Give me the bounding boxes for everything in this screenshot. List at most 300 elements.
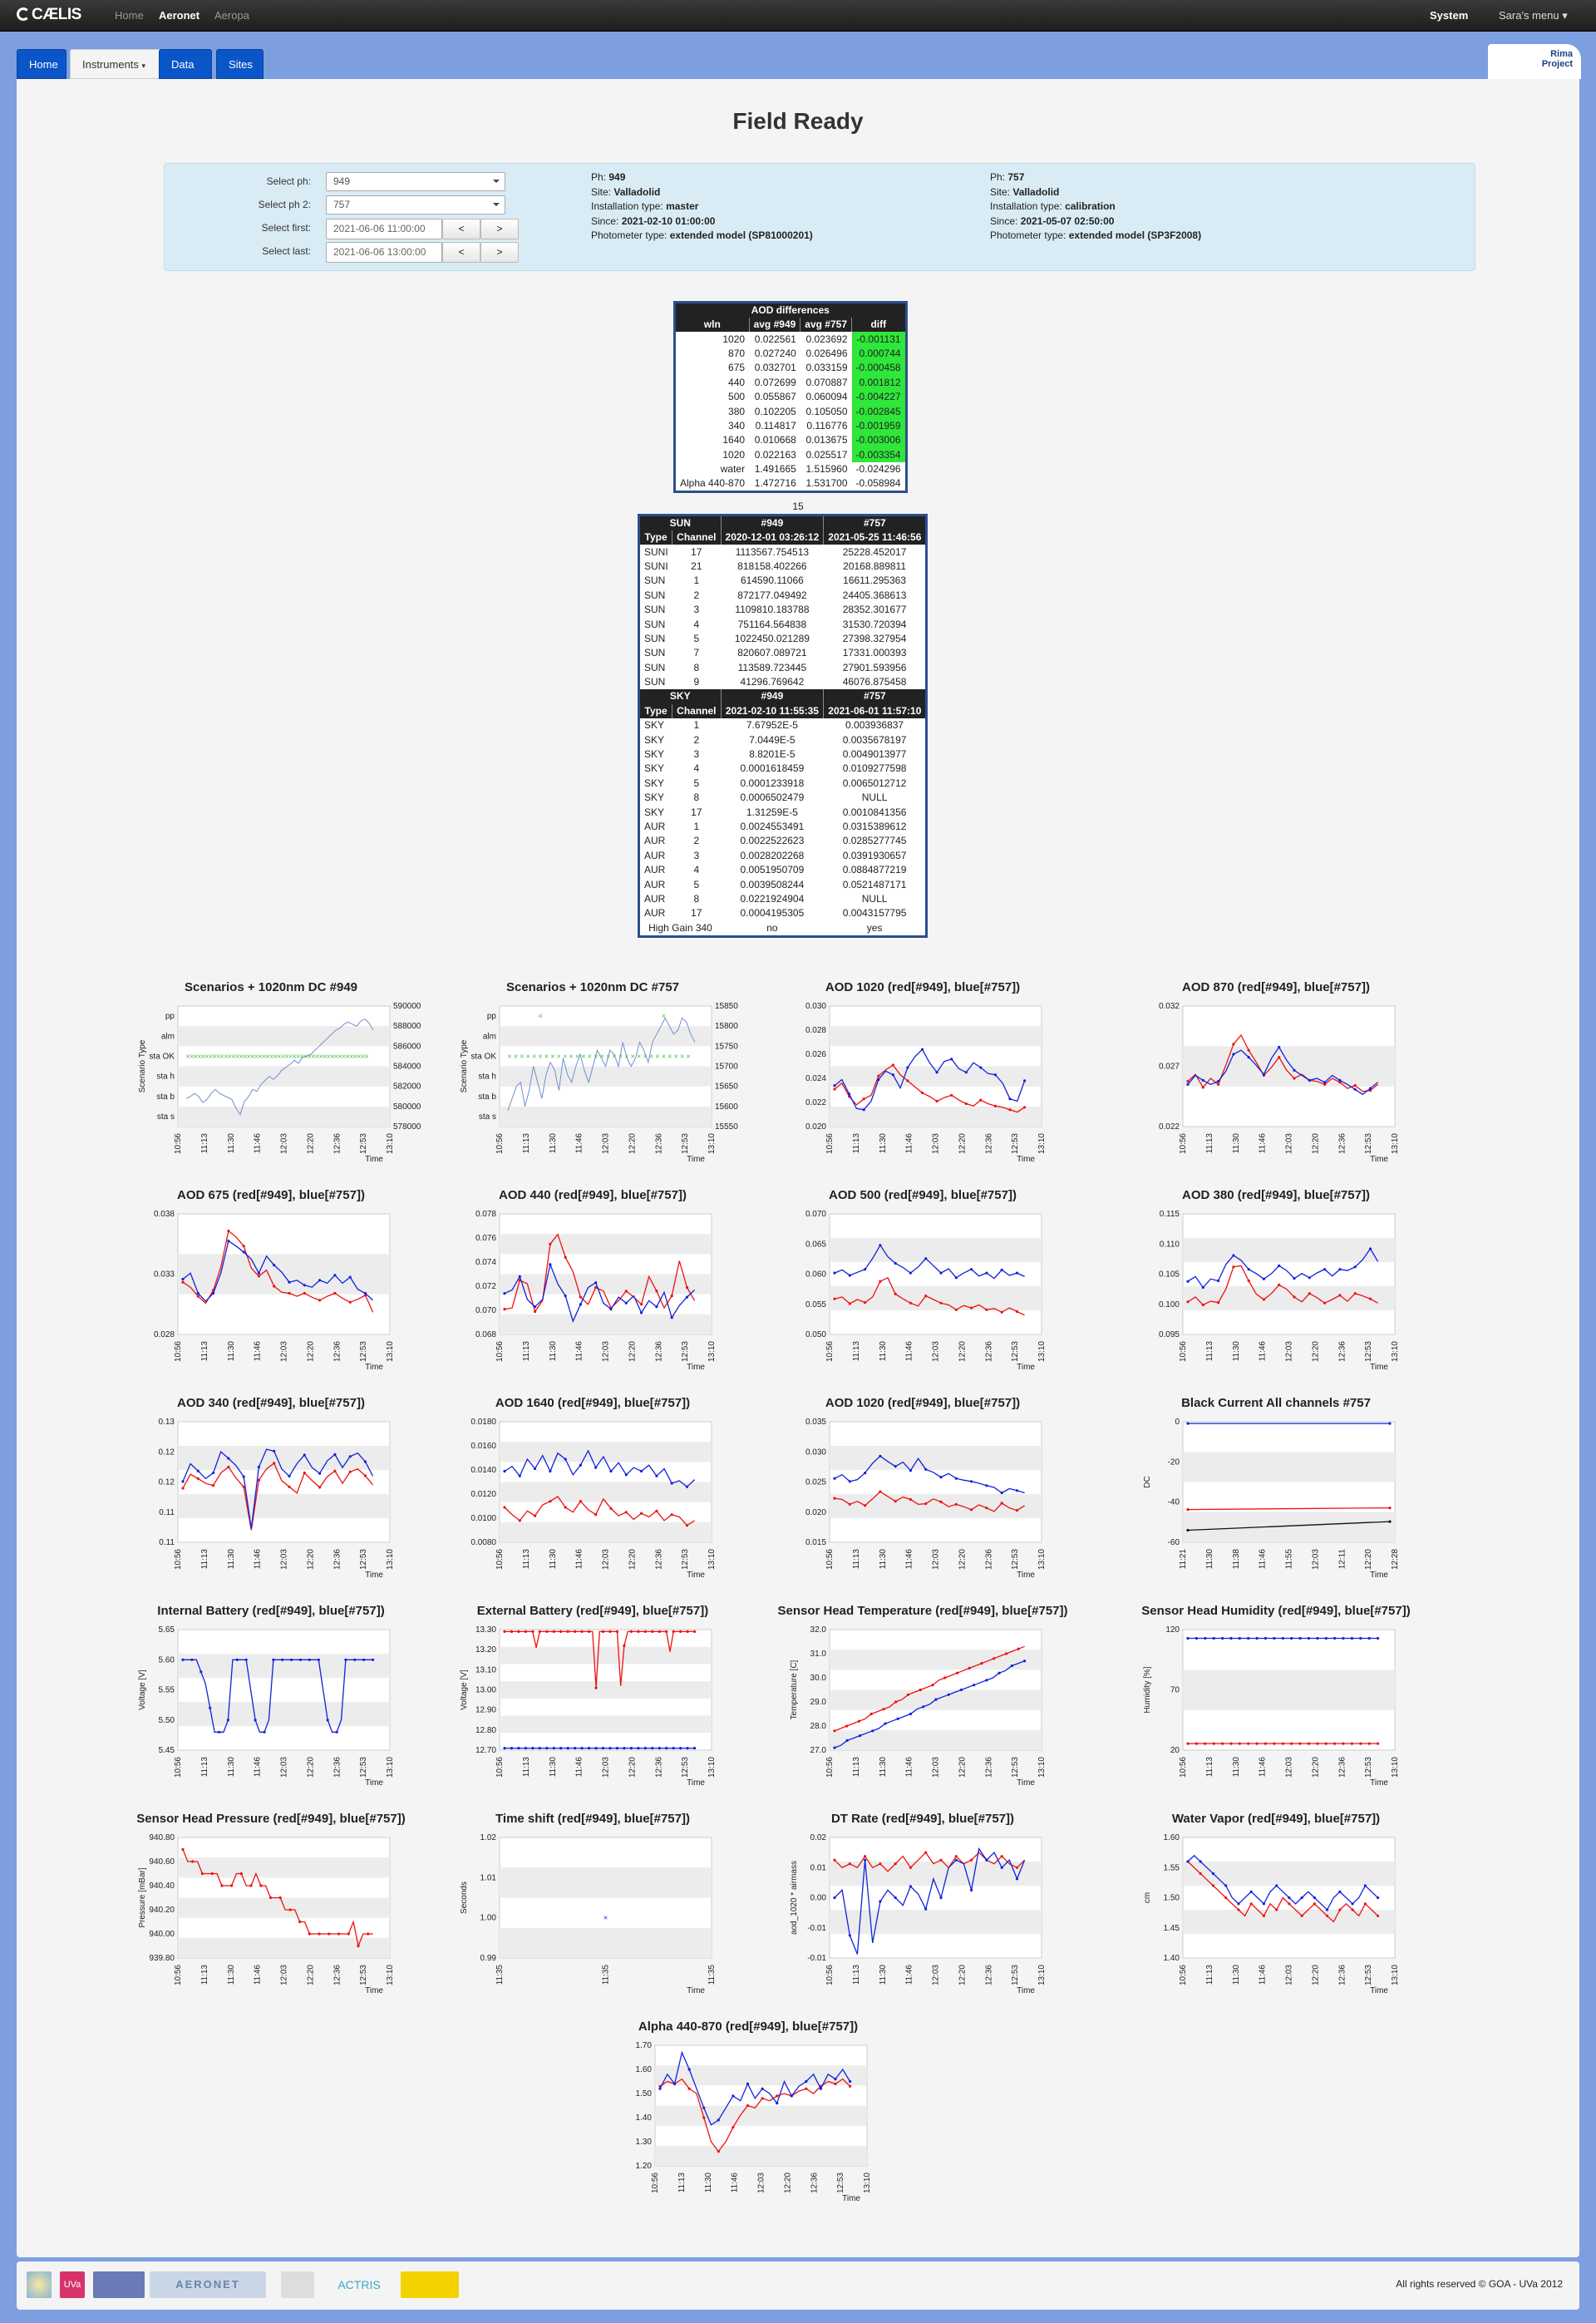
table-cell: AUR (644, 907, 666, 920)
table-cell: no (766, 921, 778, 934)
data-point (1308, 1276, 1311, 1279)
data-point (349, 1301, 352, 1304)
y-tick-label: 0.024 (805, 1074, 826, 1083)
y-category-label: sta s (478, 1112, 496, 1122)
y-tick-label: 0.110 (1159, 1240, 1180, 1250)
data-point (979, 1066, 982, 1068)
data-point (637, 1630, 639, 1633)
table-cell: 0.0043157795 (842, 907, 907, 920)
chart (636, 2020, 872, 2203)
data-point (985, 1309, 988, 1311)
data-point (845, 1724, 848, 1727)
x-tick-label: 12:03 (279, 1133, 289, 1155)
data-point (693, 1630, 696, 1633)
data-point (1273, 1743, 1275, 1745)
x-tick-label: 12:03 (279, 1965, 289, 1986)
nav-aeronet[interactable]: Aeronet (159, 9, 200, 22)
data-point (848, 1092, 850, 1095)
y-axis-label: DC (1143, 1476, 1152, 1488)
data-point (564, 1506, 567, 1508)
data-point: × (258, 1052, 263, 1061)
table-cell: 0.105050 (805, 405, 848, 417)
x-tick-label: 11:46 (904, 1549, 914, 1570)
aeronet-logo[interactable]: AERONET (150, 2271, 266, 2298)
data-point: × (311, 1052, 316, 1061)
x-tick-label: 12:03 (1284, 1965, 1294, 1986)
data-point (1232, 1254, 1234, 1256)
data-point (955, 1309, 958, 1311)
table-cell: 614590.11066 (740, 575, 804, 587)
data-point (1001, 1269, 1003, 1271)
x-tick-label: 10:56 (825, 1133, 835, 1155)
data-point (630, 1747, 633, 1749)
data-point (833, 1477, 835, 1480)
data-point: × (215, 1052, 221, 1061)
data-point (567, 1630, 569, 1633)
data-point (1308, 1292, 1311, 1295)
data-point (281, 1659, 283, 1661)
data-point (1016, 1489, 1018, 1492)
data-point: × (345, 1052, 350, 1061)
table-cell: 1 (693, 821, 700, 832)
data-point: × (532, 1052, 537, 1061)
y-tick-label: 0.12 (158, 1477, 175, 1487)
data-point (209, 1707, 211, 1709)
y-axis-label: Pressure [mBar] (138, 1867, 147, 1928)
grid-band (830, 1494, 1042, 1518)
data-point (1273, 1637, 1275, 1640)
data-point (863, 1108, 865, 1111)
x-tick-label: 11:13 (1204, 1341, 1214, 1362)
data-point: × (193, 1052, 198, 1061)
plot-area (830, 1214, 1042, 1334)
chart (460, 1604, 717, 1788)
data-point (864, 1472, 866, 1474)
tab-data[interactable]: Data (159, 49, 212, 79)
table-cell: 0.070887 (805, 376, 848, 388)
data-point: × (227, 1052, 232, 1061)
data-point: × (357, 1052, 362, 1061)
data-point (609, 1470, 612, 1472)
table-cell: AUR (644, 849, 666, 861)
goa-logo-icon[interactable] (27, 2271, 52, 2298)
y-tick-label: 20 (1170, 1746, 1180, 1755)
x-tick-label: 12:03 (1284, 1341, 1294, 1363)
data-point (602, 1630, 604, 1633)
grid-band (655, 2146, 867, 2166)
info-label: Installation type: (990, 200, 1066, 212)
data-point (579, 1464, 582, 1467)
tab-sites[interactable]: Sites (216, 49, 264, 79)
y-tick-label: 0.11 (159, 1507, 175, 1517)
y-category-label: alm (482, 1032, 496, 1042)
table-cell: 0.0221924904 (740, 892, 805, 905)
data-point (625, 1473, 628, 1476)
y-tick-label: 0.022 (1158, 1122, 1180, 1132)
table-cell: -0.024296 (852, 462, 907, 476)
y-tick-label: 0.0080 (470, 1538, 496, 1547)
table-cell: 2 (693, 733, 700, 746)
data-point (258, 1275, 260, 1277)
grid-band (655, 2106, 867, 2126)
x-tick-label: 11:21 (1179, 1549, 1188, 1570)
y-tick-label: 1.01 (480, 1873, 496, 1883)
label-first: Select first: (261, 222, 311, 234)
table-cell: 5 (693, 777, 700, 789)
x-axis-label: Time (687, 1155, 705, 1164)
info-label: Ph: (990, 171, 1008, 183)
data-point (970, 1508, 973, 1511)
data-point (574, 1747, 576, 1749)
y-tick-label: 940.00 (149, 1930, 175, 1939)
chart (138, 980, 421, 1164)
data-point: × (574, 1052, 580, 1061)
data-point (1212, 1884, 1214, 1887)
data-point (1342, 1637, 1344, 1640)
chart-title: External Battery (red[#949], blue[#757]) (476, 1604, 709, 1618)
data-point (879, 1455, 881, 1457)
partner-logo-icon[interactable] (93, 2271, 145, 2298)
data-point (623, 1645, 625, 1647)
data-point (955, 1503, 958, 1506)
table-cell: 17 (691, 907, 702, 920)
grid-band (500, 1482, 712, 1502)
data-point (1011, 1665, 1013, 1667)
y-tick-label: 29.0 (810, 1698, 826, 1707)
data-point: × (246, 1052, 251, 1061)
data-point (519, 1475, 521, 1477)
data-point (833, 1084, 835, 1087)
data-point: × (277, 1052, 282, 1061)
measurement-count: 15 (792, 501, 804, 512)
data-point: × (360, 1052, 366, 1061)
data-point (849, 1862, 851, 1865)
x-tick-label: 12:36 (1337, 1133, 1347, 1155)
data-point (517, 1747, 520, 1749)
chart (460, 1812, 717, 1995)
data-point (299, 1659, 302, 1661)
input-last[interactable]: 2021-06-06 13:00:00 (326, 242, 442, 263)
x-axis-label: Time (365, 1155, 383, 1164)
x-tick-label: 12:20 (628, 1133, 638, 1155)
y-category-label: sta b (156, 1092, 175, 1102)
x-tick-label: 12:53 (359, 1757, 369, 1778)
data-point (503, 1308, 505, 1310)
data-point (616, 1747, 618, 1749)
x-tick-label: 11:46 (1258, 1549, 1268, 1570)
select-ph[interactable]: 949 (326, 172, 505, 191)
table-cell: -0.004227 (852, 390, 907, 404)
x-tick-label: 13:10 (1037, 1133, 1047, 1155)
data-point (955, 1477, 958, 1480)
brand-name: CÆLIS (32, 6, 81, 23)
data-point (960, 1689, 963, 1691)
info-value: 757 (1007, 171, 1025, 183)
grid-band (500, 1275, 712, 1295)
x-tick-label: 13:10 (707, 1133, 717, 1155)
x-tick-label: 12:36 (654, 1133, 664, 1155)
table-cell: SKY (644, 762, 665, 775)
data-point (1016, 1310, 1018, 1313)
x-tick-label: 12:36 (984, 1549, 994, 1571)
data-point: × (624, 1052, 629, 1061)
data-point (970, 1480, 973, 1482)
table-cell: 0.114817 (755, 419, 796, 432)
data-point (288, 1908, 291, 1911)
data-point (588, 1630, 590, 1633)
data-point (644, 1747, 647, 1749)
data-point (181, 1281, 184, 1284)
data-point (849, 1934, 851, 1936)
data-point: × (538, 1052, 543, 1061)
x-tick-label: 10:56 (495, 1341, 505, 1363)
table-cell: 0.032701 (754, 362, 796, 374)
x-axis-label: Time (365, 1986, 383, 1995)
data-point (655, 1290, 658, 1292)
data-point (985, 1859, 988, 1862)
data-point (1239, 1637, 1241, 1640)
data-point (640, 1470, 643, 1472)
data-point (303, 1472, 306, 1474)
data-point (1199, 1872, 1202, 1875)
data-point (595, 1687, 598, 1689)
y-tick-label: -40 (1167, 1497, 1180, 1507)
x-tick-label: 13:10 (863, 2173, 872, 2194)
data-point (879, 1491, 881, 1493)
data-point (909, 1272, 912, 1275)
nav-system[interactable]: System (1430, 9, 1469, 22)
x-tick-label: 12:36 (332, 1549, 342, 1571)
data-point (272, 1659, 274, 1661)
data-point: × (507, 1052, 512, 1061)
y-tick-label: 0.0160 (470, 1442, 496, 1451)
data-point (1364, 1884, 1367, 1887)
uva-logo[interactable]: UVa (60, 2271, 85, 2298)
data-point (259, 1884, 262, 1887)
data-point (579, 1500, 582, 1502)
data-point (288, 1475, 290, 1477)
data-point (1202, 1079, 1204, 1082)
data-point: × (231, 1052, 236, 1061)
y2-tick-label: 15550 (715, 1122, 738, 1132)
x-tick-label: 10:56 (825, 1757, 835, 1778)
first-next-button[interactable]: > (480, 219, 519, 239)
y-tick-label: 1.00 (480, 1913, 496, 1923)
x-tick-label: 12:28 (1391, 1549, 1400, 1571)
select-ph2[interactable]: 757 (326, 195, 505, 215)
y2-tick-label: 584000 (393, 1062, 421, 1072)
x-tick-label: 11:13 (200, 1757, 209, 1778)
x-tick-label: 13:10 (1391, 1133, 1400, 1155)
data-point (181, 1659, 184, 1661)
y-tick-label: 30.0 (810, 1674, 826, 1683)
data-point (934, 1699, 937, 1701)
data-point (658, 1630, 661, 1633)
data-point (1186, 1080, 1189, 1083)
data-point (1368, 1743, 1371, 1745)
x-tick-label: 11:30 (878, 1965, 888, 1985)
data-point (924, 1295, 927, 1297)
data-point (503, 1292, 505, 1295)
data-point (1008, 1097, 1011, 1100)
data-point (892, 1063, 894, 1066)
x-tick-label: 11:13 (851, 1965, 861, 1985)
y-tick-label: 5.65 (158, 1625, 175, 1635)
data-point (1202, 1286, 1204, 1289)
table-cell: 818158.402266 (737, 560, 807, 572)
chart-title: DT Rate (red[#949], blue[#757]) (830, 1812, 1015, 1826)
y-tick-label: 0.095 (1158, 1330, 1180, 1339)
data-point: × (556, 1052, 561, 1061)
data-point (227, 1457, 229, 1460)
chart (138, 1604, 395, 1788)
chart (1143, 1812, 1400, 1995)
grid-band (1183, 1862, 1395, 1886)
data-point (197, 1292, 200, 1295)
data-point (939, 1272, 942, 1275)
data-point (1001, 1867, 1003, 1869)
data-point (273, 1450, 275, 1452)
y-tick-label: 28.0 (810, 1722, 826, 1731)
y-tick-label: 0.065 (805, 1240, 826, 1250)
x-tick-label: 12:20 (958, 1757, 968, 1778)
x-tick-label: 12:03 (756, 2173, 766, 2194)
table-cell: 0.0022522623 (740, 835, 805, 847)
table-cell: SUN (644, 618, 666, 630)
y-tick-label: -0.01 (807, 1923, 826, 1933)
y-tick-label: 0.100 (1158, 1300, 1180, 1309)
nav-home[interactable]: Home (115, 9, 144, 22)
x-tick-label: 12:03 (1284, 1757, 1294, 1778)
x-tick-label: 11:13 (521, 1757, 531, 1778)
data-point (877, 1078, 879, 1081)
data-point (534, 1305, 536, 1308)
y-axis-label: Scenario Type (138, 1039, 147, 1093)
data-point: × (352, 1052, 357, 1061)
data-point (625, 1302, 628, 1305)
chart (777, 1604, 1067, 1788)
x-tick-label: 11:30 (1231, 1133, 1241, 1154)
institution-logo-icon[interactable] (281, 2271, 314, 2298)
data-point: × (550, 1052, 555, 1061)
label-last: Select last: (262, 245, 311, 257)
data-point (318, 1472, 321, 1475)
table-cell: 16611.295363 (843, 575, 906, 587)
data-point (236, 1659, 239, 1661)
data-point (181, 1278, 184, 1280)
grid-band (500, 1928, 712, 1958)
table-cell: 21 (691, 560, 702, 572)
data-point (693, 1747, 696, 1749)
data-point (1308, 1637, 1310, 1640)
y2-tick-label: 15600 (715, 1102, 738, 1112)
y-axis-label: Seconds (460, 1882, 469, 1914)
data-point (1256, 1743, 1259, 1745)
y-tick-label: 31.0 (810, 1650, 826, 1659)
data-point (625, 1511, 628, 1513)
y-tick-label: 0.060 (805, 1270, 826, 1280)
data-point (1316, 1743, 1318, 1745)
data-point (687, 1630, 689, 1633)
data-point (212, 1292, 214, 1295)
data-point (1377, 1915, 1379, 1917)
x-tick-label: 12:53 (359, 1341, 369, 1363)
y2-tick-label: 590000 (393, 1002, 421, 1011)
data-point (553, 1630, 555, 1633)
actris-logo[interactable]: ACTRIS (337, 2278, 381, 2291)
x-tick-label: 13:10 (1391, 1757, 1400, 1778)
data-point (1278, 1284, 1280, 1286)
data-point (553, 1747, 555, 1749)
data-point (939, 1859, 942, 1862)
chart-title: AOD 675 (red[#949], blue[#757]) (177, 1188, 365, 1202)
last-next-button[interactable]: > (480, 242, 519, 263)
y-tick-label: 1.55 (1163, 1863, 1180, 1873)
ministry-logo-icon[interactable] (401, 2271, 459, 2298)
x-tick-label: 11:13 (851, 1757, 861, 1778)
chart (1159, 1188, 1400, 1372)
data-point (344, 1659, 347, 1661)
data-point (909, 1713, 912, 1715)
tab-home[interactable]: Home (17, 49, 66, 79)
x-tick-label: 11:46 (904, 1133, 914, 1154)
x-tick-label: 12:03 (279, 1341, 289, 1363)
data-point (364, 1461, 367, 1463)
table-cell: AUR (644, 821, 666, 832)
data-point (833, 1747, 835, 1749)
first-prev-button[interactable]: < (442, 219, 480, 239)
table-cell: 1.491665 (754, 463, 796, 476)
input-first[interactable]: 2021-06-06 11:00:00 (326, 219, 442, 239)
y-tick-label: -60 (1167, 1538, 1180, 1547)
x-tick-label: 11:30 (878, 1341, 888, 1362)
data-point (1278, 1046, 1280, 1048)
table-cell: 1.515960 (805, 463, 848, 476)
data-point: × (208, 1052, 214, 1061)
x-tick-label: 11:13 (200, 1549, 209, 1570)
data-point (197, 1477, 200, 1480)
y-tick-label: 0.032 (1158, 1002, 1180, 1011)
x-tick-label: 10:56 (174, 1133, 183, 1155)
data-point (882, 1708, 884, 1710)
nav-aeropa[interactable]: Aeropa (214, 9, 249, 22)
chart-title: AOD 870 (red[#949], blue[#757]) (1182, 980, 1370, 994)
data-point (357, 1945, 359, 1947)
table-cell: 1109810.183788 (735, 604, 810, 616)
data-point (623, 1747, 625, 1749)
chart (1159, 980, 1400, 1164)
grid-band (830, 1730, 1042, 1750)
data-point (655, 1305, 658, 1308)
page-title: Field Ready (732, 108, 864, 134)
data-point (243, 1245, 245, 1247)
x-tick-label: 13:10 (1037, 1965, 1047, 1986)
column-header: 2020-12-01 03:26:12 (721, 530, 824, 545)
table-cell: SUN (644, 589, 666, 601)
data-point (994, 1073, 997, 1076)
last-prev-button[interactable]: < (442, 242, 480, 263)
chart-title: Sensor Head Humidity (red[#949], blue[#757]) (1141, 1604, 1411, 1618)
x-axis-label: Time (1017, 1778, 1035, 1788)
table-cell: 0.102205 (754, 405, 796, 417)
data-point: × (637, 1052, 642, 1061)
data-point (539, 1630, 541, 1633)
data-point (564, 1295, 567, 1297)
x-tick-label: 12:53 (681, 1133, 691, 1155)
data-point (1369, 1298, 1372, 1300)
table-cell: 25228.452017 (842, 545, 907, 558)
table-cell: 5 (693, 632, 700, 644)
